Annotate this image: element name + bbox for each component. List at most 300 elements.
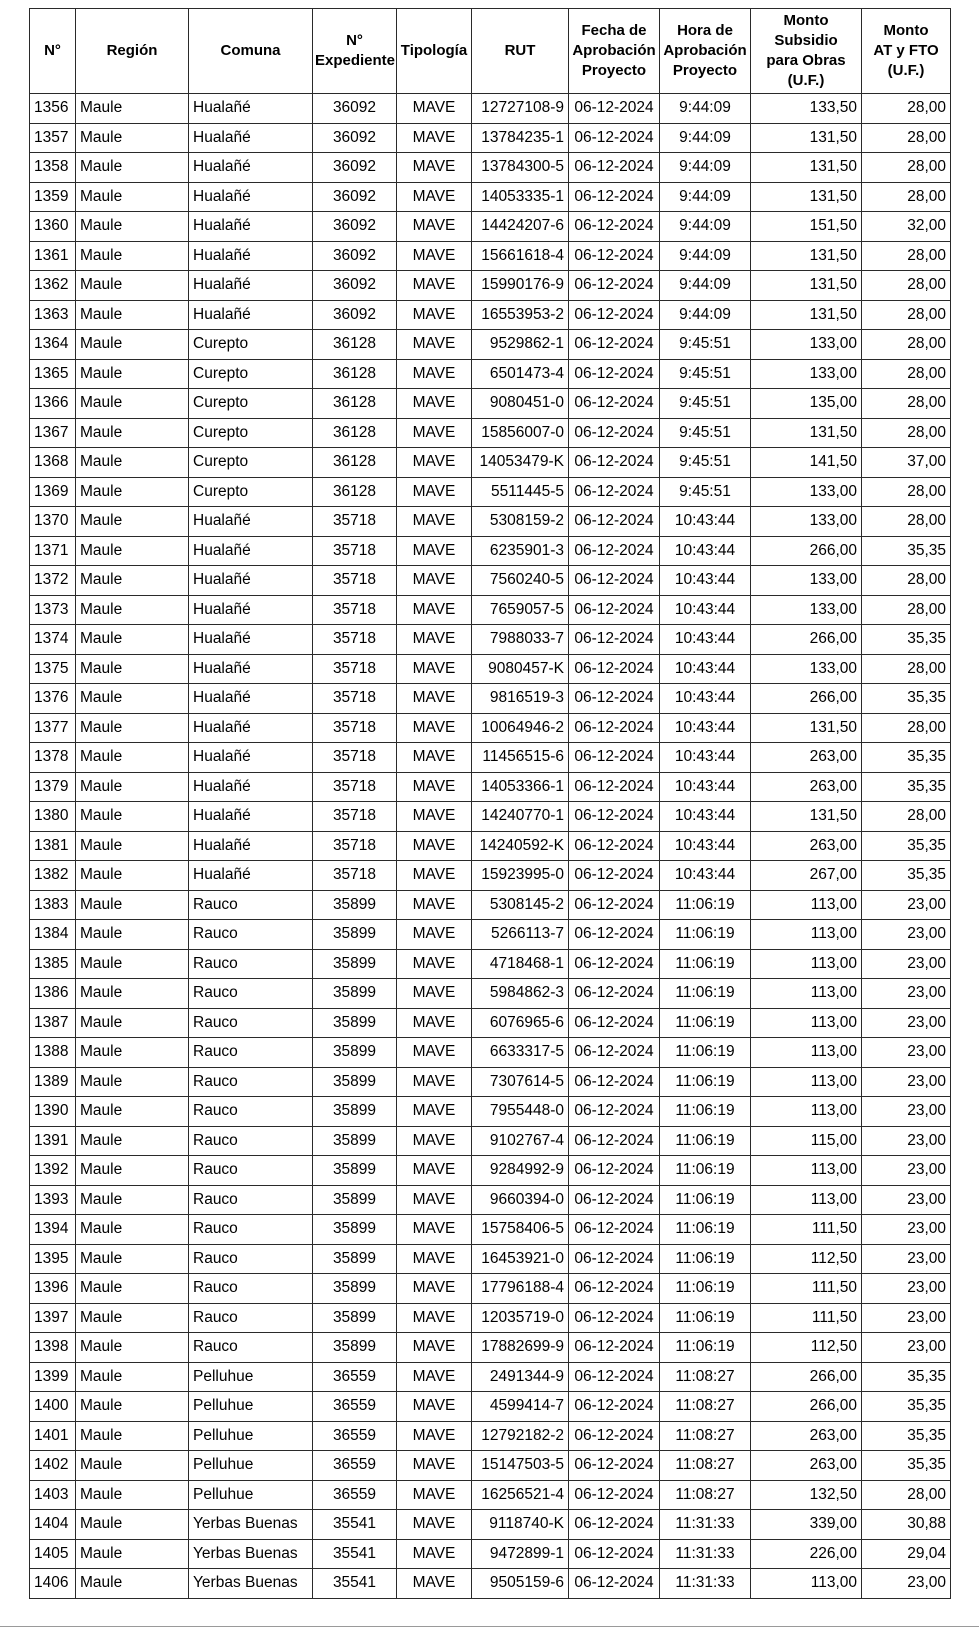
cell-monto-subsidio: 113,00 [751,1156,862,1186]
cell-monto-at-fto: 28,00 [862,94,951,124]
cell-tipologia: MAVE [397,566,472,596]
cell-tipologia: MAVE [397,1185,472,1215]
table-row [30,1480,951,1510]
cell-approval-time: 10:43:44 [660,861,751,891]
cell-row-number: 1376 [30,684,76,714]
cell-monto-at-fto: 23,00 [862,1185,951,1215]
table-row [30,890,951,920]
cell-comuna: Rauco [189,1303,313,1333]
cell-monto-subsidio: 131,50 [751,713,862,743]
cell-monto-subsidio: 131,50 [751,182,862,212]
cell-rut: 5308159-2 [472,507,569,537]
column-header-rut [472,9,569,94]
column-header-line: Subsidio [774,32,838,49]
cell-approval-time: 10:43:44 [660,772,751,802]
cell-rut: 12727108-9 [472,94,569,124]
cell-monto-subsidio: 113,00 [751,1008,862,1038]
cell-region: Maule [76,625,189,655]
cell-approval-date: 06-12-2024 [569,566,660,596]
cell-monto-at-fto: 29,04 [862,1539,951,1569]
cell-approval-time: 9:45:51 [660,477,751,507]
cell-expediente: 36092 [313,271,397,301]
cell-expediente: 35899 [313,1008,397,1038]
cell-approval-date: 06-12-2024 [569,182,660,212]
cell-region: Maule [76,654,189,684]
cell-region: Maule [76,684,189,714]
table-row [30,1274,951,1304]
cell-monto-subsidio: 131,50 [751,271,862,301]
cell-expediente: 35718 [313,713,397,743]
cell-approval-time: 9:44:09 [660,212,751,242]
column-header-line: Tipología [400,42,468,59]
cell-region: Maule [76,153,189,183]
cell-monto-at-fto: 23,00 [862,1126,951,1156]
cell-expediente: 35899 [313,1303,397,1333]
cell-monto-subsidio: 133,00 [751,654,862,684]
cell-row-number: 1384 [30,920,76,950]
cell-comuna: Curepto [189,418,313,448]
table-row [30,1097,951,1127]
cell-region: Maule [76,389,189,419]
table-row [30,713,951,743]
column-header-line: Expediente [315,52,396,69]
cell-tipologia: MAVE [397,1451,472,1481]
cell-expediente: 35899 [313,979,397,1009]
cell-monto-subsidio: 111,50 [751,1303,862,1333]
cell-tipologia: MAVE [397,1008,472,1038]
cell-approval-date: 06-12-2024 [569,979,660,1009]
cell-approval-time: 11:06:19 [660,1156,751,1186]
cell-rut: 14053335-1 [472,182,569,212]
cell-comuna: Curepto [189,359,313,389]
cell-monto-subsidio: 151,50 [751,212,862,242]
cell-monto-at-fto: 28,00 [862,123,951,153]
cell-monto-subsidio: 111,50 [751,1215,862,1245]
cell-row-number: 1394 [30,1215,76,1245]
cell-approval-date: 06-12-2024 [569,831,660,861]
cell-rut: 5308145-2 [472,890,569,920]
cell-rut: 9660394-0 [472,1185,569,1215]
cell-comuna: Curepto [189,330,313,360]
table-row [30,743,951,773]
cell-rut: 9529862-1 [472,330,569,360]
cell-expediente: 35899 [313,1097,397,1127]
cell-region: Maule [76,241,189,271]
cell-monto-at-fto: 28,00 [862,654,951,684]
cell-monto-subsidio: 113,00 [751,1185,862,1215]
cell-monto-at-fto: 28,00 [862,271,951,301]
cell-approval-time: 10:43:44 [660,595,751,625]
cell-monto-at-fto: 35,35 [862,743,951,773]
cell-monto-at-fto: 28,00 [862,182,951,212]
cell-tipologia: MAVE [397,1569,472,1599]
cell-approval-date: 06-12-2024 [569,1097,660,1127]
cell-row-number: 1383 [30,890,76,920]
cell-region: Maule [76,1008,189,1038]
cell-region: Maule [76,300,189,330]
cell-approval-date: 06-12-2024 [569,212,660,242]
table-row [30,625,951,655]
cell-region: Maule [76,566,189,596]
cell-tipologia: MAVE [397,890,472,920]
cell-approval-date: 06-12-2024 [569,1244,660,1274]
cell-tipologia: MAVE [397,1126,472,1156]
cell-expediente: 36128 [313,477,397,507]
cell-comuna: Pelluhue [189,1480,313,1510]
cell-monto-at-fto: 28,00 [862,389,951,419]
cell-rut: 6235901-3 [472,536,569,566]
cell-row-number: 1402 [30,1451,76,1481]
table-row [30,94,951,124]
cell-rut: 15990176-9 [472,271,569,301]
column-header-line: Monto [783,12,829,29]
cell-approval-date: 06-12-2024 [569,448,660,478]
cell-rut: 13784235-1 [472,123,569,153]
cell-region: Maule [76,1038,189,1068]
cell-row-number: 1400 [30,1392,76,1422]
table-row [30,448,951,478]
cell-monto-at-fto: 35,35 [862,772,951,802]
cell-row-number: 1401 [30,1421,76,1451]
cell-tipologia: MAVE [397,654,472,684]
table-row [30,1156,951,1186]
cell-approval-date: 06-12-2024 [569,684,660,714]
cell-approval-time: 9:45:51 [660,359,751,389]
cell-comuna: Pelluhue [189,1421,313,1451]
cell-expediente: 35899 [313,1333,397,1363]
cell-row-number: 1397 [30,1303,76,1333]
cell-monto-subsidio: 112,50 [751,1244,862,1274]
cell-expediente: 36092 [313,94,397,124]
cell-approval-time: 9:45:51 [660,389,751,419]
cell-expediente: 36092 [313,241,397,271]
cell-tipologia: MAVE [397,743,472,773]
cell-expediente: 36128 [313,330,397,360]
cell-comuna: Hualañé [189,595,313,625]
cell-comuna: Rauco [189,1333,313,1363]
cell-rut: 15758406-5 [472,1215,569,1245]
cell-comuna: Curepto [189,389,313,419]
table-row [30,1215,951,1245]
cell-tipologia: MAVE [397,330,472,360]
column-header-line: para Obras [766,52,846,69]
table-row [30,1539,951,1569]
cell-monto-subsidio: 131,50 [751,300,862,330]
cell-region: Maule [76,949,189,979]
cell-rut: 14240592-K [472,831,569,861]
cell-approval-date: 06-12-2024 [569,1569,660,1599]
cell-comuna: Hualañé [189,802,313,832]
cell-tipologia: MAVE [397,1303,472,1333]
cell-approval-date: 06-12-2024 [569,595,660,625]
cell-region: Maule [76,1215,189,1245]
cell-comuna: Curepto [189,448,313,478]
cell-region: Maule [76,1539,189,1569]
column-header-line: Monto [883,22,929,39]
cell-monto-at-fto: 35,35 [862,684,951,714]
cell-monto-at-fto: 28,00 [862,566,951,596]
table-row [30,1362,951,1392]
cell-comuna: Hualañé [189,153,313,183]
cell-region: Maule [76,330,189,360]
cell-approval-time: 11:06:19 [660,1244,751,1274]
cell-monto-at-fto: 37,00 [862,448,951,478]
cell-tipologia: MAVE [397,1510,472,1540]
cell-monto-at-fto: 28,00 [862,713,951,743]
cell-comuna: Rauco [189,1156,313,1186]
cell-monto-at-fto: 28,00 [862,300,951,330]
cell-rut: 14240770-1 [472,802,569,832]
cell-row-number: 1359 [30,182,76,212]
cell-expediente: 36128 [313,448,397,478]
cell-tipologia: MAVE [397,359,472,389]
cell-approval-date: 06-12-2024 [569,1539,660,1569]
cell-approval-date: 06-12-2024 [569,94,660,124]
cell-rut: 2491344-9 [472,1362,569,1392]
table-header-row [30,9,951,94]
column-header-line: Proyecto [672,62,738,79]
column-header-monto-subsidio [751,9,862,94]
cell-monto-subsidio: 113,00 [751,949,862,979]
column-header-line: Comuna [220,42,281,59]
cell-region: Maule [76,1510,189,1540]
subsidy-approval-table [29,8,951,1599]
cell-comuna: Hualañé [189,300,313,330]
cell-comuna: Hualañé [189,241,313,271]
cell-tipologia: MAVE [397,1156,472,1186]
cell-monto-subsidio: 113,00 [751,1097,862,1127]
cell-approval-time: 11:06:19 [660,890,751,920]
cell-rut: 9080457-K [472,654,569,684]
cell-row-number: 1367 [30,418,76,448]
cell-monto-subsidio: 115,00 [751,1126,862,1156]
cell-monto-at-fto: 23,00 [862,1333,951,1363]
table-row [30,1067,951,1097]
cell-expediente: 35541 [313,1510,397,1540]
cell-comuna: Rauco [189,1185,313,1215]
cell-monto-subsidio: 226,00 [751,1539,862,1569]
cell-monto-subsidio: 133,00 [751,477,862,507]
cell-approval-date: 06-12-2024 [569,1480,660,1510]
cell-approval-date: 06-12-2024 [569,861,660,891]
cell-row-number: 1403 [30,1480,76,1510]
cell-approval-time: 9:44:09 [660,271,751,301]
cell-region: Maule [76,507,189,537]
cell-region: Maule [76,536,189,566]
cell-expediente: 36128 [313,359,397,389]
table-row [30,802,951,832]
cell-monto-at-fto: 35,35 [862,861,951,891]
cell-row-number: 1378 [30,743,76,773]
cell-comuna: Rauco [189,1067,313,1097]
table-row [30,1333,951,1363]
cell-comuna: Hualañé [189,507,313,537]
cell-rut: 10064946-2 [472,713,569,743]
cell-tipologia: MAVE [397,212,472,242]
cell-comuna: Hualañé [189,123,313,153]
cell-approval-time: 10:43:44 [660,684,751,714]
cell-monto-subsidio: 113,00 [751,979,862,1009]
cell-monto-at-fto: 23,00 [862,920,951,950]
cell-comuna: Hualañé [189,566,313,596]
cell-comuna: Rauco [189,1244,313,1274]
column-header-row-number [30,9,76,94]
cell-row-number: 1370 [30,507,76,537]
cell-expediente: 36092 [313,153,397,183]
table-row [30,566,951,596]
table-row [30,772,951,802]
table-row [30,1451,951,1481]
cell-approval-date: 06-12-2024 [569,330,660,360]
table-row [30,861,951,891]
cell-approval-time: 10:43:44 [660,566,751,596]
column-header-expediente [313,9,397,94]
column-header-line: AT y FTO [873,42,939,59]
cell-approval-time: 11:06:19 [660,1097,751,1127]
cell-monto-subsidio: 113,00 [751,1067,862,1097]
cell-approval-date: 06-12-2024 [569,654,660,684]
cell-monto-at-fto: 23,00 [862,1215,951,1245]
cell-monto-subsidio: 113,00 [751,920,862,950]
cell-approval-date: 06-12-2024 [569,949,660,979]
cell-rut: 17796188-4 [472,1274,569,1304]
column-header-line: N° [346,32,363,49]
table-row [30,241,951,271]
cell-approval-time: 11:08:27 [660,1480,751,1510]
cell-rut: 9816519-3 [472,684,569,714]
cell-rut: 7659057-5 [472,595,569,625]
cell-row-number: 1361 [30,241,76,271]
cell-rut: 17882699-9 [472,1333,569,1363]
cell-region: Maule [76,1156,189,1186]
cell-expediente: 35718 [313,654,397,684]
cell-approval-time: 10:43:44 [660,625,751,655]
cell-comuna: Rauco [189,1097,313,1127]
cell-approval-time: 11:06:19 [660,1067,751,1097]
cell-expediente: 36559 [313,1421,397,1451]
cell-expediente: 35899 [313,1244,397,1274]
cell-approval-date: 06-12-2024 [569,1451,660,1481]
cell-approval-time: 10:43:44 [660,743,751,773]
cell-approval-time: 11:06:19 [660,1126,751,1156]
cell-row-number: 1375 [30,654,76,684]
cell-row-number: 1396 [30,1274,76,1304]
cell-row-number: 1395 [30,1244,76,1274]
cell-tipologia: MAVE [397,271,472,301]
cell-approval-time: 11:06:19 [660,1185,751,1215]
cell-approval-time: 9:44:09 [660,182,751,212]
cell-rut: 6076965-6 [472,1008,569,1038]
cell-row-number: 1382 [30,861,76,891]
cell-rut: 9472899-1 [472,1539,569,1569]
cell-region: Maule [76,861,189,891]
cell-monto-at-fto: 28,00 [862,477,951,507]
cell-approval-date: 06-12-2024 [569,153,660,183]
cell-comuna: Hualañé [189,772,313,802]
cell-region: Maule [76,359,189,389]
cell-row-number: 1363 [30,300,76,330]
cell-region: Maule [76,920,189,950]
cell-monto-subsidio: 112,50 [751,1333,862,1363]
cell-monto-at-fto: 28,00 [862,595,951,625]
cell-approval-time: 9:45:51 [660,418,751,448]
cell-row-number: 1386 [30,979,76,1009]
cell-approval-date: 06-12-2024 [569,300,660,330]
cell-monto-at-fto: 35,35 [862,1362,951,1392]
cell-approval-time: 9:44:09 [660,94,751,124]
cell-rut: 16256521-4 [472,1480,569,1510]
cell-comuna: Rauco [189,1008,313,1038]
cell-approval-time: 11:06:19 [660,1274,751,1304]
cell-approval-time: 11:06:19 [660,1008,751,1038]
cell-monto-subsidio: 133,50 [751,94,862,124]
cell-approval-time: 10:43:44 [660,654,751,684]
cell-approval-date: 06-12-2024 [569,1038,660,1068]
cell-monto-subsidio: 266,00 [751,1392,862,1422]
cell-row-number: 1364 [30,330,76,360]
cell-tipologia: MAVE [397,595,472,625]
table-row [30,1244,951,1274]
cell-monto-at-fto: 35,35 [862,1421,951,1451]
cell-comuna: Hualañé [189,94,313,124]
cell-tipologia: MAVE [397,920,472,950]
cell-monto-subsidio: 266,00 [751,684,862,714]
column-header-line: N° [44,42,61,59]
cell-region: Maule [76,1303,189,1333]
cell-approval-date: 06-12-2024 [569,389,660,419]
cell-tipologia: MAVE [397,802,472,832]
column-header-tipologia [397,9,472,94]
cell-approval-date: 06-12-2024 [569,1392,660,1422]
cell-monto-at-fto: 23,00 [862,1156,951,1186]
cell-comuna: Yerbas Buenas [189,1569,313,1599]
cell-expediente: 36092 [313,123,397,153]
cell-monto-subsidio: 267,00 [751,861,862,891]
cell-expediente: 35899 [313,1126,397,1156]
table-row [30,979,951,1009]
cell-expediente: 35718 [313,831,397,861]
cell-row-number: 1356 [30,94,76,124]
cell-row-number: 1398 [30,1333,76,1363]
cell-monto-at-fto: 28,00 [862,418,951,448]
cell-region: Maule [76,1569,189,1599]
cell-row-number: 1357 [30,123,76,153]
cell-rut: 5511445-5 [472,477,569,507]
cell-approval-date: 06-12-2024 [569,418,660,448]
table-row [30,1303,951,1333]
cell-approval-time: 11:08:27 [660,1421,751,1451]
cell-row-number: 1372 [30,566,76,596]
cell-approval-date: 06-12-2024 [569,271,660,301]
cell-monto-at-fto: 23,00 [862,890,951,920]
cell-approval-time: 11:08:27 [660,1392,751,1422]
cell-monto-at-fto: 32,00 [862,212,951,242]
cell-monto-subsidio: 131,50 [751,123,862,153]
cell-approval-date: 06-12-2024 [569,507,660,537]
cell-approval-date: 06-12-2024 [569,1274,660,1304]
cell-region: Maule [76,1333,189,1363]
table-row [30,536,951,566]
cell-tipologia: MAVE [397,713,472,743]
cell-monto-subsidio: 111,50 [751,1274,862,1304]
table-row [30,949,951,979]
cell-rut: 6633317-5 [472,1038,569,1068]
cell-comuna: Yerbas Buenas [189,1539,313,1569]
cell-comuna: Hualañé [189,271,313,301]
cell-monto-subsidio: 113,00 [751,1038,862,1068]
cell-approval-date: 06-12-2024 [569,743,660,773]
cell-expediente: 36092 [313,212,397,242]
